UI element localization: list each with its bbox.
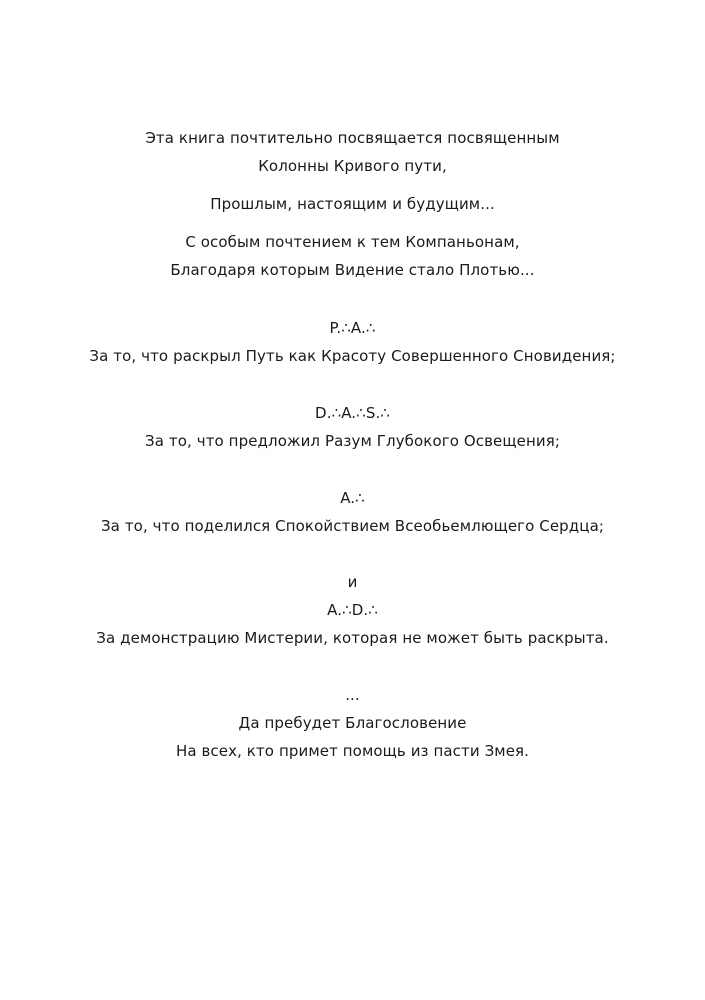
companion-initials: D.∴A.∴S.∴ [315,404,390,422]
honor-line-2: Благодаря которым Видение стало Плотью... [170,261,535,279]
blessing-line-1: Да пребудет Благословение [238,714,467,732]
honor-line-1: С особым почтением к тем Компаньонам, [185,233,520,251]
companion-initials: P.∴A.∴ [329,319,376,337]
companion-initials: A.∴D.∴ [327,601,378,619]
companion-initials: A.∴ [340,489,365,507]
intro-line-2: Колонны Кривого пути, [258,157,447,175]
blessing-line-2: На всех, кто примет помощь из пасти Змея. [175,742,530,760]
times-line: Прошлым, настоящим и будущим... [210,195,495,213]
companion-reason: За то, что раскрыл Путь как Красоту Совершенного Сновидения; [89,347,616,365]
companion-reason: За демонстрацию Мистерии, которая не может быть раскрыта. [96,629,609,647]
ellipsis-separator: ... [345,686,360,704]
intro-line-1: Эта книга почтительно посвящается посвященным [145,129,560,147]
conjunction: и [347,573,358,591]
companion-reason: За то, что предложил Разум Глубокого Освещения; [145,432,560,450]
companion-reason: За то, что поделился Спокойствием Всеобьемлющего Сердца; [100,517,605,535]
